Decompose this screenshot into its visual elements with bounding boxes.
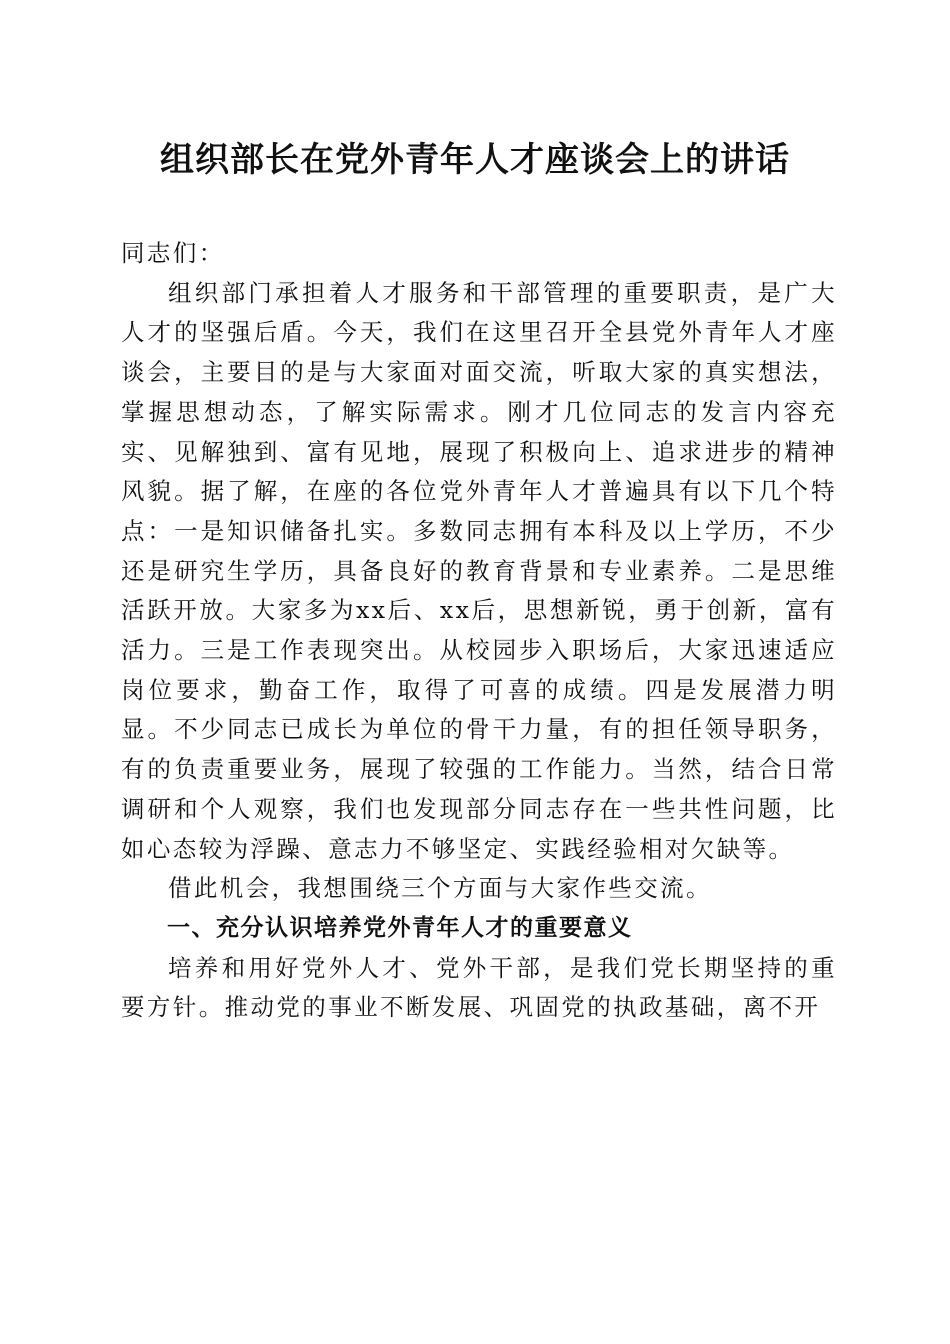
document-title: 组织部长在党外青年人才座谈会上的讲话 [160,140,790,180]
document-body [121,234,837,1028]
paragraph-intro: 组织部门承担着人才服务和干部管理的重要职责，是广大人才的坚强后盾。今天，我们在这里召开全县党外青年人才座谈会，主要目的是与大家面对面交流，听取大家的真实想法，掌握思想动态，了解实际需求。刚才几位同志的发言内容充实、见解独到、富有见地，展现了积极向上、追求进步的精神风貌。据了解，在座的各位党外青年人才普遍具有以下几个特点：一是知识储备扎实。多数同志拥有本科及以上学历，不少还是研究生学历，具备良好的教育背景和专业素养。二是思维活跃开放。大家多为xx后、xx后，思想新锐，勇于创新，富有活力。三是工作表现突出。从校园步入职场后，大家迅速适应岗位要求，勤奋工作，取得了可喜的成绩。四是发展潜力明显。不少同志已成长为单位的骨干力量，有的担任领导职务，有的负责重要业务，展现了较强的工作能力。当然，结合日常调研和个人观察，我们也发现部分同志存在一些共性问题，比如心态较为浮躁、意志力不够坚定、实践经验相对欠缺等。 [121,278,837,863]
paragraph-section-one: 培养和用好党外人才、党外干部，是我们党长期坚持的重要方针。推动党的事业不断发展、巩固党的执政基础，离不开 [121,953,837,1022]
paragraph-transition: 借此机会，我想围绕三个方面与大家作些交流。 [168,874,712,903]
salutation: 同志们： [121,239,225,267]
section-heading: 一、充分认识培养党外青年人才的重要意义 [167,914,633,941]
